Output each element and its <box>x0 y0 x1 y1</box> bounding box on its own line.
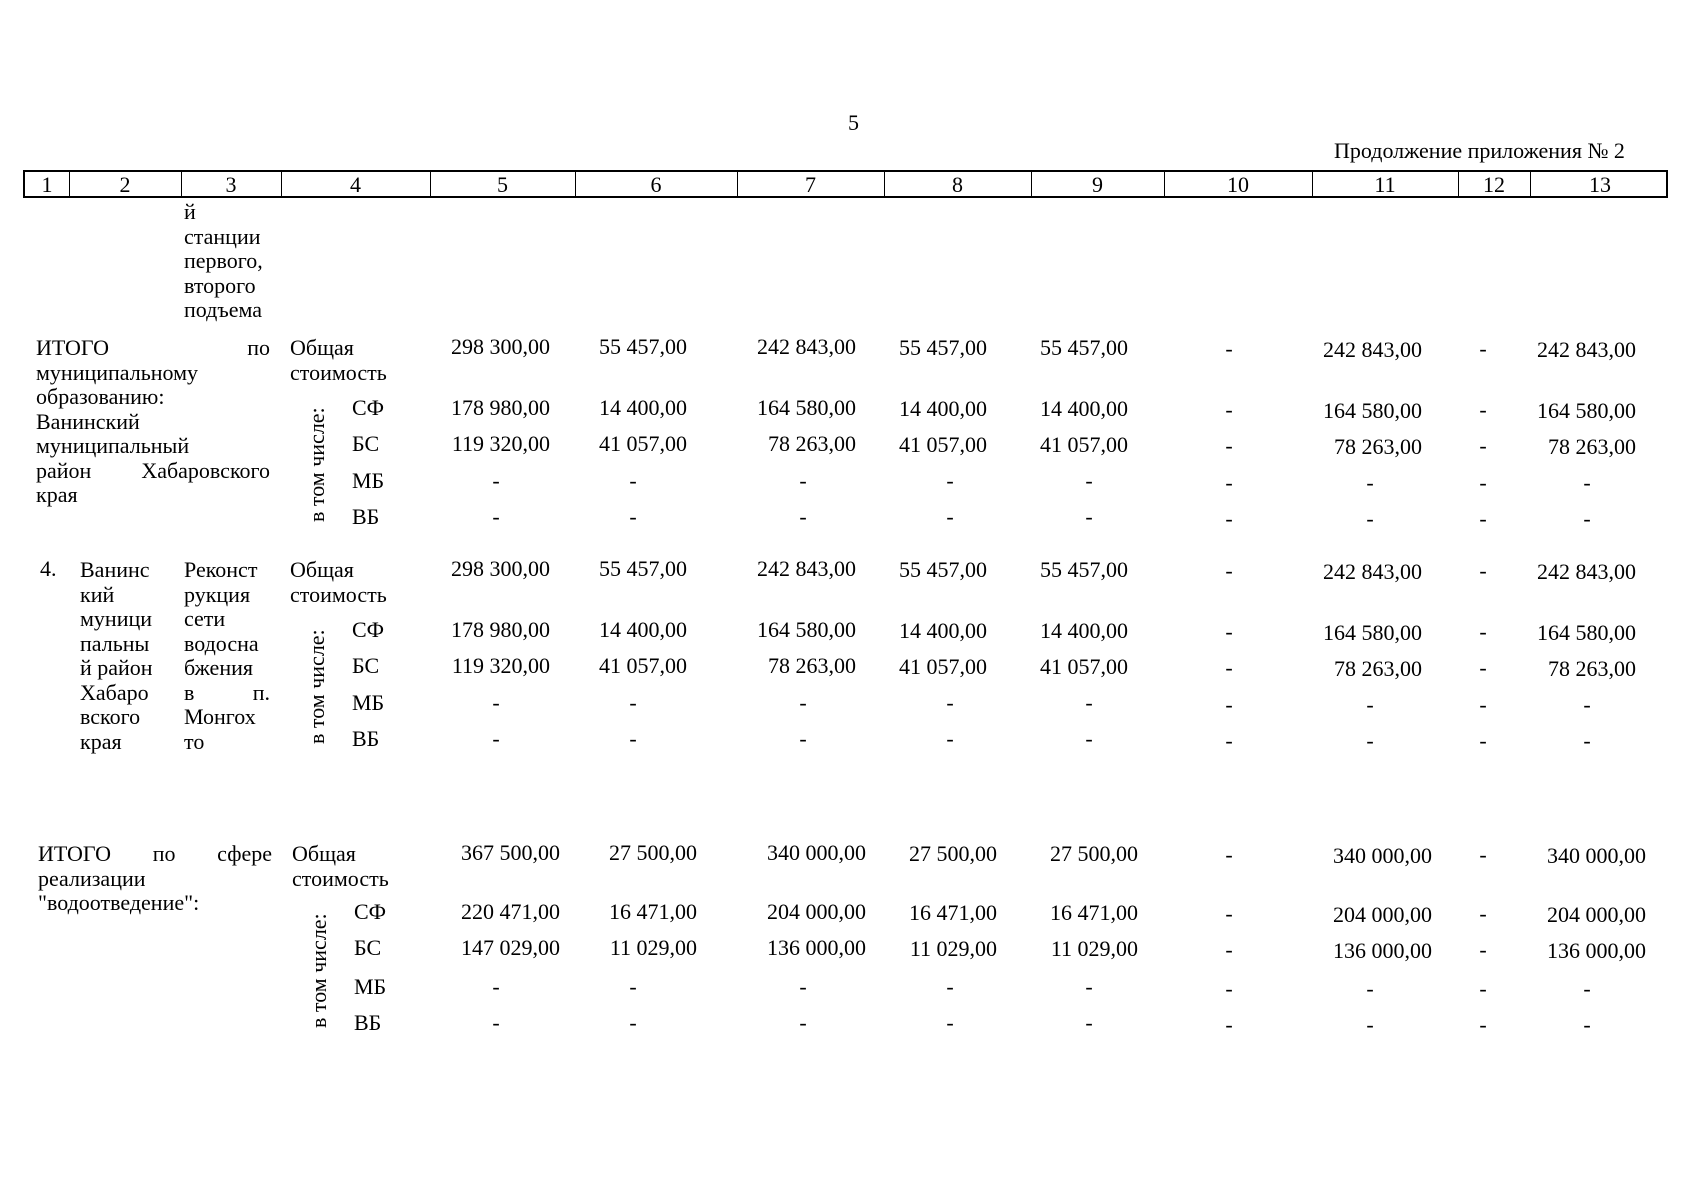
block2-municipality-line: Хабаро <box>80 679 149 705</box>
cell-value: 14 400,00 <box>599 395 687 420</box>
block2-source-3: МБ <box>352 690 385 715</box>
block2-municipality-line: й район <box>80 655 153 680</box>
block2-including-label: в том числе: <box>304 629 329 744</box>
cell-value: - <box>799 468 807 493</box>
cell-value: 11 029,00 <box>909 936 997 961</box>
cell-value: - <box>799 504 807 529</box>
cell-value: 41 057,00 <box>1040 432 1128 457</box>
cell-value: 242 843,00 <box>1323 337 1422 362</box>
block2-municipality-line: кий <box>80 581 115 607</box>
header-column-6: 6 <box>650 172 662 197</box>
header-separator <box>1312 172 1313 196</box>
cell-value: 14 400,00 <box>1040 396 1128 421</box>
header-separator <box>884 172 885 196</box>
cell-value: - <box>1085 690 1093 715</box>
block2-project-line: сети <box>184 606 226 631</box>
cell-value: - <box>1479 842 1487 867</box>
cell-value: - <box>1479 433 1487 458</box>
block3-title <box>38 842 272 916</box>
block1-title-line: образованию: <box>36 384 165 409</box>
cell-value: - <box>1479 901 1487 926</box>
cell-value: - <box>1479 470 1487 495</box>
header-separator <box>281 172 282 196</box>
cell-value: - <box>946 690 954 715</box>
cell-value: - <box>492 726 500 751</box>
cell-value: - <box>1225 470 1233 495</box>
cell-value: - <box>492 974 500 999</box>
cell-value: - <box>492 1010 500 1035</box>
header-column-5: 5 <box>497 172 508 197</box>
cell-value: 220 471,00 <box>461 899 560 924</box>
cell-value: - <box>1225 976 1233 1001</box>
block3-title-line: реализации <box>38 865 146 891</box>
cell-value: 164 580,00 <box>1323 398 1422 423</box>
cell-value: - <box>1479 692 1487 717</box>
cell-value: 78 263,00 <box>1548 656 1636 681</box>
block2-project-word: в <box>184 679 195 705</box>
cell-value: 78 263,00 <box>1548 434 1636 459</box>
cell-value: 78 263,00 <box>768 431 856 456</box>
cell-value: 340 000,00 <box>1333 843 1432 868</box>
block1-title-word: район <box>36 457 92 483</box>
total-label-line: стоимость <box>290 359 387 385</box>
header-column-2: 2 <box>119 172 131 197</box>
header-column-1: 1 <box>41 172 53 197</box>
appendix-continuation: Продолжение приложения № 2 <box>1334 138 1625 163</box>
cell-value: 11 029,00 <box>1050 936 1138 961</box>
cell-value: - <box>946 1010 954 1035</box>
cell-value: 242 843,00 <box>1537 559 1636 584</box>
cell-value: 55 457,00 <box>899 335 987 360</box>
cell-value: - <box>1479 976 1487 1001</box>
block2-project-line: Монгох <box>184 704 256 729</box>
cell-value: - <box>1225 692 1233 717</box>
cell-value: - <box>492 504 500 529</box>
header-column-7: 7 <box>805 172 816 197</box>
cell-value: 41 057,00 <box>899 654 987 679</box>
cell-value: - <box>1225 937 1233 962</box>
block3-source-3: МБ <box>354 974 387 999</box>
block2-project-line: бжения <box>184 655 253 680</box>
cell-value: - <box>1366 692 1374 717</box>
cell-value: - <box>1366 728 1374 753</box>
header-separator <box>430 172 431 196</box>
cell-value: 164 580,00 <box>1323 620 1422 645</box>
block1-source-4: ВБ <box>352 504 380 529</box>
cell-value: 78 263,00 <box>1334 656 1422 681</box>
cell-value: 178 980,00 <box>451 395 550 420</box>
block2-project-line: Реконст <box>184 557 258 582</box>
cell-value: 41 057,00 <box>599 653 687 678</box>
block1-total-label <box>290 336 387 385</box>
cell-value: 41 057,00 <box>599 431 687 456</box>
block3-source-1: СФ <box>354 899 387 924</box>
block3-title-line: "водоотведение": <box>38 890 200 915</box>
cell-value: - <box>1225 558 1233 583</box>
carryover-line: подъема <box>184 297 263 322</box>
header-separator <box>575 172 576 196</box>
cell-value: - <box>1479 397 1487 422</box>
block2-total-label <box>290 558 387 607</box>
block1-title-line: Ванинский <box>36 408 140 434</box>
cell-value: - <box>1225 506 1233 531</box>
block1-source-3: МБ <box>352 468 385 493</box>
header-column-13: 13 <box>1589 172 1611 197</box>
block2-source-4: ВБ <box>352 726 380 751</box>
block2-project <box>184 558 270 754</box>
header-separator <box>1031 172 1032 196</box>
cell-value: 164 580,00 <box>757 395 856 420</box>
cell-value: - <box>1479 336 1487 361</box>
carryover-text <box>184 200 263 323</box>
cell-value: 11 029,00 <box>609 935 697 960</box>
block1-title-line <box>36 459 270 484</box>
cell-value: - <box>629 1010 637 1035</box>
cell-value: 14 400,00 <box>899 396 987 421</box>
block2-project-word: п. <box>252 679 270 705</box>
cell-value: 204 000,00 <box>1547 902 1646 927</box>
cell-value: 78 263,00 <box>768 653 856 678</box>
block1-title-line: муниципальному <box>36 359 199 385</box>
block3-title-word: по <box>152 841 176 866</box>
cell-value: 164 580,00 <box>1537 398 1636 423</box>
cell-value: 204 000,00 <box>1333 902 1432 927</box>
total-label-line: Общая <box>292 841 356 866</box>
cell-value: - <box>1583 470 1591 495</box>
header-separator <box>69 172 70 196</box>
block2-municipality-line: Ванинс <box>80 557 150 582</box>
block3-source-4: ВБ <box>354 1010 382 1035</box>
cell-value: - <box>629 504 637 529</box>
cell-value: - <box>1583 976 1591 1001</box>
cell-value: - <box>1225 433 1233 458</box>
block2-source-2: БС <box>352 653 380 678</box>
cell-value: - <box>946 468 954 493</box>
cell-value: 136 000,00 <box>1547 938 1646 963</box>
cell-value: - <box>629 726 637 751</box>
block1-source-1: СФ <box>352 395 385 420</box>
block2-municipality <box>80 558 153 754</box>
total-label-line: Общая <box>290 557 354 582</box>
total-label-line: Общая <box>290 335 354 360</box>
cell-value: 27 500,00 <box>1050 841 1138 866</box>
cell-value: 55 457,00 <box>599 556 687 581</box>
header-separator <box>737 172 738 196</box>
cell-value: 178 980,00 <box>451 617 550 642</box>
block2-number: 4. <box>40 556 57 581</box>
carryover-line: первого, <box>184 248 263 273</box>
cell-value: - <box>1366 506 1374 531</box>
cell-value: - <box>946 726 954 751</box>
header-separator <box>1458 172 1459 196</box>
cell-value: 340 000,00 <box>767 840 866 865</box>
cell-value: - <box>1583 728 1591 753</box>
cell-value: 55 457,00 <box>1040 335 1128 360</box>
cell-value: 27 500,00 <box>609 840 697 865</box>
block3-title-line <box>38 842 272 867</box>
cell-value: - <box>799 1010 807 1035</box>
header-separator <box>1530 172 1531 196</box>
header-column-12: 12 <box>1483 172 1505 197</box>
cell-value: - <box>1225 619 1233 644</box>
header-column-3: 3 <box>225 172 237 197</box>
block1-title-word: ИТОГО <box>36 335 109 360</box>
cell-value: 119 320,00 <box>451 653 550 678</box>
total-label-line: стоимость <box>290 581 387 607</box>
cell-value: - <box>492 468 500 493</box>
carryover-line: станции <box>184 223 261 249</box>
cell-value: - <box>799 726 807 751</box>
cell-value: 14 400,00 <box>599 617 687 642</box>
block2-project-line: то <box>184 728 205 754</box>
block2-municipality-line: пальны <box>80 630 150 656</box>
page-number: 5 <box>848 110 859 135</box>
cell-value: - <box>1225 901 1233 926</box>
cell-value: 16 471,00 <box>909 900 997 925</box>
block2-project-line <box>184 681 270 706</box>
cell-value: - <box>1583 1012 1591 1037</box>
cell-value: 78 263,00 <box>1334 434 1422 459</box>
carryover-line: второго <box>184 272 256 298</box>
block1-source-2: БС <box>352 431 380 456</box>
cell-value: - <box>1085 468 1093 493</box>
block1-title-line <box>36 336 270 361</box>
total-label-line: стоимость <box>292 865 389 891</box>
cell-value: 136 000,00 <box>1333 938 1432 963</box>
cell-value: - <box>1366 1012 1374 1037</box>
block3-total-label <box>292 842 389 891</box>
cell-value: - <box>1085 974 1093 999</box>
cell-value: 164 580,00 <box>1537 620 1636 645</box>
cell-value: - <box>1085 504 1093 529</box>
block3-title-word: сфере <box>217 841 272 866</box>
block1-including-label: в том числе: <box>304 407 329 522</box>
cell-value: - <box>1225 655 1233 680</box>
cell-value: 16 471,00 <box>609 899 697 924</box>
cell-value: - <box>1479 655 1487 680</box>
cell-value: 55 457,00 <box>599 334 687 359</box>
block1-title-line: края <box>36 482 78 507</box>
cell-value: - <box>629 690 637 715</box>
header-column-10: 10 <box>1227 172 1249 197</box>
cell-value: 55 457,00 <box>1040 557 1128 582</box>
block1-title-line: муниципальный <box>36 433 190 458</box>
cell-value: 298 300,00 <box>451 334 550 359</box>
cell-value: - <box>1366 976 1374 1001</box>
header-column-9: 9 <box>1092 172 1103 197</box>
cell-value: - <box>1479 1012 1487 1037</box>
cell-value: 242 843,00 <box>1537 337 1636 362</box>
cell-value: 14 400,00 <box>1040 618 1128 643</box>
cell-value: 41 057,00 <box>899 432 987 457</box>
cell-value: 242 843,00 <box>757 334 856 359</box>
cell-value: - <box>1225 397 1233 422</box>
cell-value: - <box>1479 558 1487 583</box>
header-separator <box>1164 172 1165 196</box>
cell-value: 242 843,00 <box>1323 559 1422 584</box>
cell-value: - <box>1225 842 1233 867</box>
cell-value: - <box>1583 692 1591 717</box>
block2-municipality-line: вского <box>80 704 141 729</box>
cell-value: 164 580,00 <box>757 617 856 642</box>
cell-value: 16 471,00 <box>1050 900 1138 925</box>
cell-value: 147 029,00 <box>461 935 560 960</box>
cell-value: 367 500,00 <box>461 840 560 865</box>
header-separator <box>181 172 182 196</box>
cell-value: 55 457,00 <box>899 557 987 582</box>
block3-including-label: в том числе: <box>306 913 331 1028</box>
block2-municipality-line: муници <box>80 606 153 631</box>
block2-project-line: водосна <box>184 630 259 656</box>
cell-value: - <box>1366 470 1374 495</box>
cell-value: - <box>1479 728 1487 753</box>
cell-value: 14 400,00 <box>899 618 987 643</box>
cell-value: 119 320,00 <box>451 431 550 456</box>
cell-value: - <box>1479 506 1487 531</box>
block3-source-2: БС <box>354 935 382 960</box>
cell-value: - <box>629 468 637 493</box>
header-column-4: 4 <box>350 172 361 197</box>
cell-value: - <box>799 690 807 715</box>
block3-title-word: ИТОГО <box>38 841 111 866</box>
block1-title <box>36 336 270 508</box>
cell-value: - <box>492 690 500 715</box>
cell-value: - <box>1225 336 1233 361</box>
cell-value: - <box>1225 728 1233 753</box>
carryover-line: й <box>184 199 196 224</box>
block1-title-word: по <box>247 335 270 360</box>
cell-value: 242 843,00 <box>757 556 856 581</box>
header-column-8: 8 <box>952 172 963 197</box>
cell-value: - <box>946 974 954 999</box>
cell-value: 204 000,00 <box>767 899 866 924</box>
cell-value: - <box>1085 726 1093 751</box>
cell-value: - <box>1583 506 1591 531</box>
block2-source-1: СФ <box>352 617 385 642</box>
cell-value: - <box>1479 619 1487 644</box>
header-column-11: 11 <box>1374 172 1396 197</box>
block2-municipality-line: края <box>80 728 122 754</box>
cell-value: - <box>799 974 807 999</box>
cell-value: 340 000,00 <box>1547 843 1646 868</box>
cell-value: 41 057,00 <box>1040 654 1128 679</box>
cell-value: - <box>1479 937 1487 962</box>
cell-value: - <box>629 974 637 999</box>
cell-value: 27 500,00 <box>909 841 997 866</box>
cell-value: - <box>946 504 954 529</box>
cell-value: - <box>1085 1010 1093 1035</box>
column-number-header <box>23 170 1668 198</box>
block1-title-word: Хабаровского <box>141 457 270 483</box>
cell-value: 136 000,00 <box>767 935 866 960</box>
block2-project-line: рукция <box>184 581 251 607</box>
cell-value: - <box>1225 1012 1233 1037</box>
cell-value: 298 300,00 <box>451 556 550 581</box>
